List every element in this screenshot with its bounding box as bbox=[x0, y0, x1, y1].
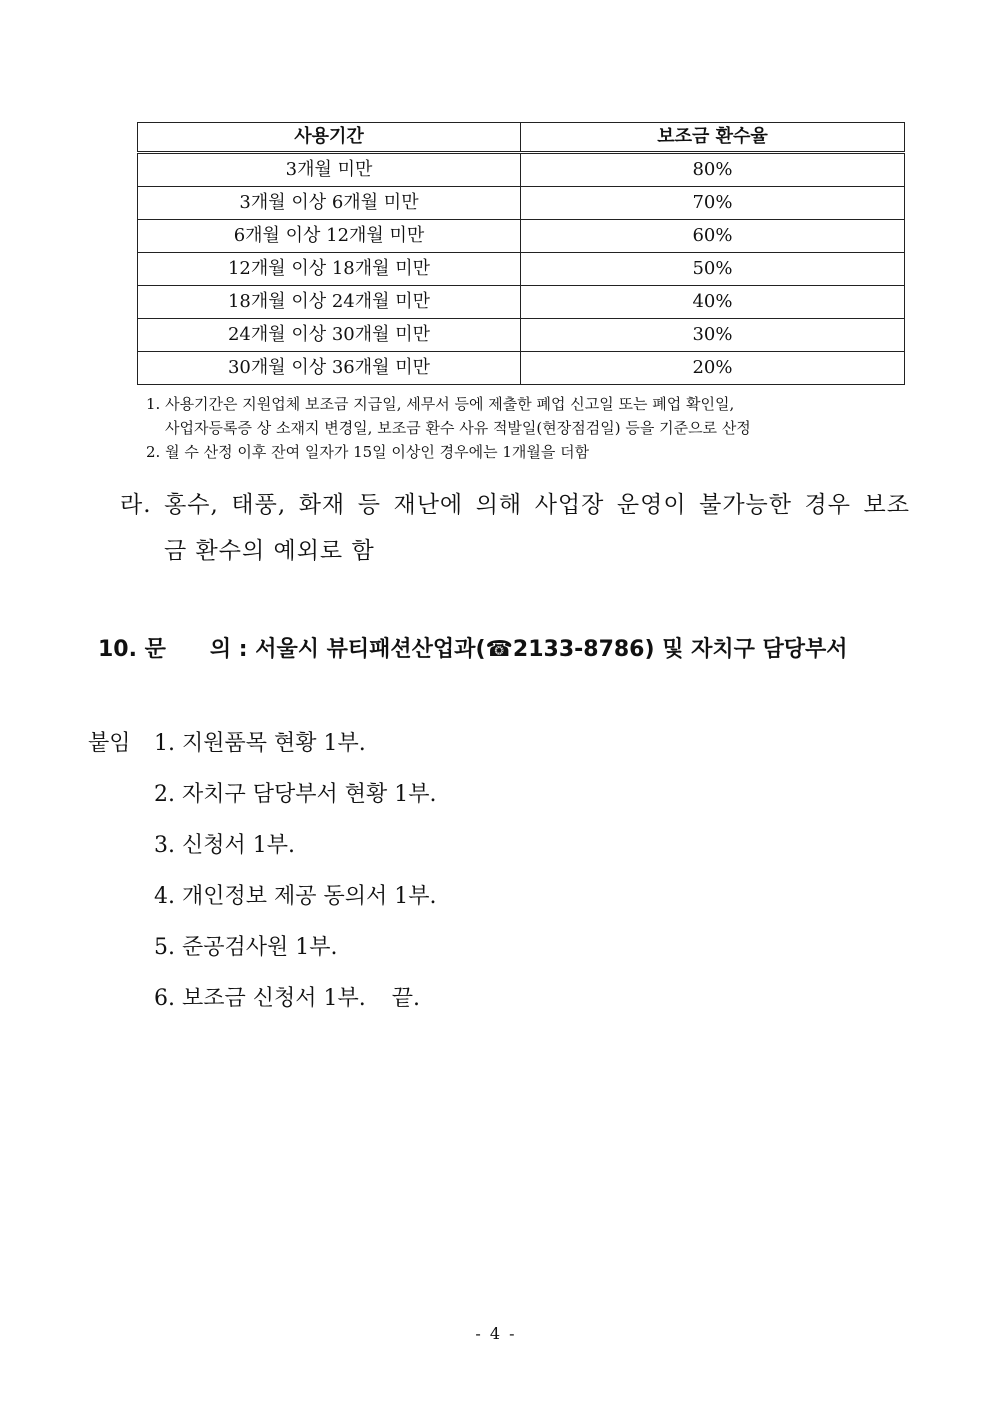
refund-rate-cell: 60% bbox=[521, 220, 905, 253]
refund-rate-cell: 80% bbox=[521, 153, 905, 187]
attachment-item: 2. 자치구 담당부서 현황 1부. bbox=[154, 782, 437, 807]
note-1-line-1: 1. 사용기간은 지원업체 보조금 지급일, 세무서 등에 제출한 폐업 신고일 또는 폐업 확인일, bbox=[146, 395, 735, 413]
page-number: - 4 - bbox=[475, 1324, 517, 1343]
inquiry-section-heading bbox=[98, 628, 918, 672]
clause-line-2: 금 환수의 예외로 함 bbox=[164, 538, 375, 564]
table-row bbox=[138, 253, 905, 286]
table-notes bbox=[146, 392, 886, 464]
attachment-item: 4. 개인정보 제공 동의서 1부. bbox=[154, 884, 437, 909]
list-item bbox=[88, 773, 788, 824]
table-row bbox=[138, 319, 905, 352]
attachments-list bbox=[88, 722, 788, 1028]
usage-period-cell: 30개월 이상 36개월 미만 bbox=[138, 352, 521, 385]
usage-period-cell: 6개월 이상 12개월 미만 bbox=[138, 220, 521, 253]
usage-period-cell: 3개월 이상 6개월 미만 bbox=[138, 187, 521, 220]
disaster-exception-clause bbox=[120, 482, 910, 574]
refund-rate-cell: 20% bbox=[521, 352, 905, 385]
attachment-item: 5. 준공검사원 1부. bbox=[154, 935, 338, 960]
refund-rate-cell: 30% bbox=[521, 319, 905, 352]
attachment-item: 6. 보조금 신청서 1부. bbox=[154, 986, 366, 1011]
usage-period-cell: 18개월 이상 24개월 미만 bbox=[138, 286, 521, 319]
list-item bbox=[88, 824, 788, 875]
table-header-row bbox=[138, 123, 905, 153]
usage-period-cell: 12개월 이상 18개월 미만 bbox=[138, 253, 521, 286]
note-1-line-2: 사업자등록증 상 소재지 변경일, 보조금 환수 사유 적발일(현장점검일) 등을 기준으로 산정 bbox=[165, 419, 751, 437]
attachment-item: 3. 신청서 1부. bbox=[154, 833, 295, 858]
attachment-item: 1. 지원품목 현황 1부. bbox=[154, 731, 366, 756]
table-row bbox=[138, 286, 905, 319]
list-item bbox=[88, 926, 788, 977]
refund-rate-table bbox=[137, 122, 905, 385]
inquiry-contact: 의 : 서울시 뷰티패션산업과(☎2133-8786) 및 자치구 담당부서 bbox=[209, 637, 848, 662]
list-item bbox=[88, 722, 788, 773]
table-row bbox=[138, 153, 905, 187]
end-mark: 끝. bbox=[391, 986, 420, 1011]
usage-period-cell: 3개월 미만 bbox=[138, 153, 521, 187]
attachments-label: 붙임 bbox=[88, 731, 131, 756]
header-refund-rate: 보조금 환수율 bbox=[521, 123, 905, 153]
list-item bbox=[88, 875, 788, 926]
list-item bbox=[88, 977, 788, 1028]
header-usage-period: 사용기간 bbox=[138, 123, 521, 153]
inquiry-number: 10. 문 bbox=[98, 637, 166, 662]
refund-rate-cell: 50% bbox=[521, 253, 905, 286]
refund-rate-cell: 40% bbox=[521, 286, 905, 319]
table-row bbox=[138, 187, 905, 220]
note-2: 2. 월 수 산정 이후 잔여 일자가 15일 이상인 경우에는 1개월을 더함 bbox=[146, 443, 590, 461]
table-row bbox=[138, 220, 905, 253]
usage-period-cell: 24개월 이상 30개월 미만 bbox=[138, 319, 521, 352]
clause-line-1: 라. 홍수, 태풍, 화재 등 재난에 의해 사업장 운영이 불가능한 경우 보조 bbox=[120, 492, 910, 518]
table-row bbox=[138, 352, 905, 385]
refund-rate-cell: 70% bbox=[521, 187, 905, 220]
